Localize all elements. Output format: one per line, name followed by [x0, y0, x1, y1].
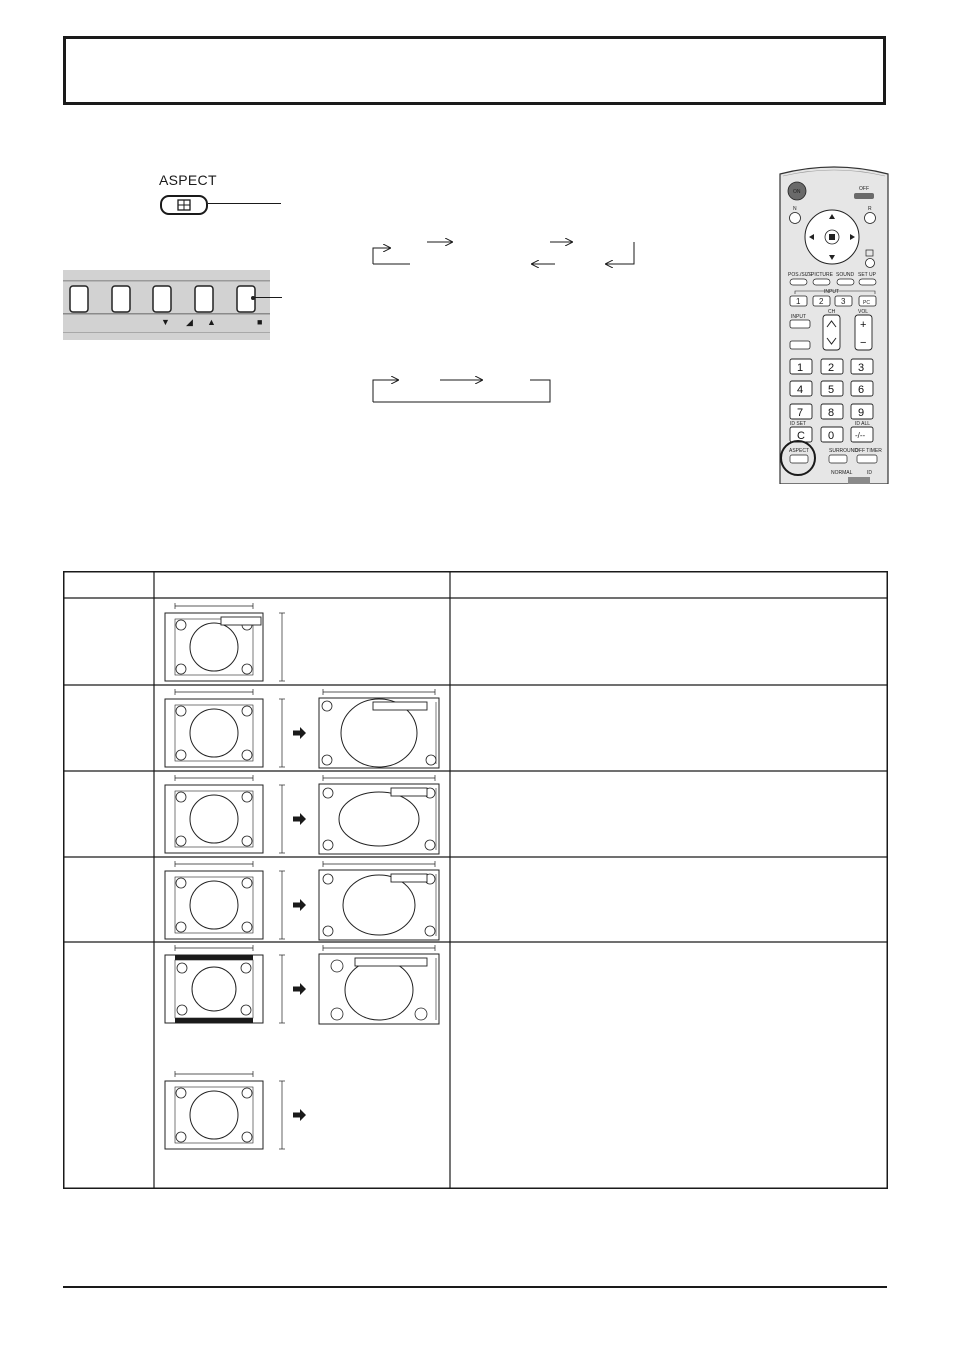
aspect-leader-line — [208, 203, 281, 204]
aspect-button[interactable] — [160, 195, 208, 215]
remote-key-0: 0 — [828, 430, 835, 442]
remote-key-5: 5 — [828, 384, 835, 396]
front-panel — [63, 270, 270, 340]
remote-control — [779, 166, 889, 484]
remote-key-7: 7 — [797, 407, 804, 419]
remote-sound-label: SOUND — [836, 272, 855, 278]
remote-input-2: 2 — [819, 297, 824, 306]
remote-key-9: 9 — [858, 407, 865, 419]
remote-vol-label: VOL — [858, 309, 869, 315]
remote-key-3: 3 — [858, 362, 865, 374]
panel-symbol-down: ▼ — [161, 317, 170, 327]
remote-input-pc: PC — [863, 300, 870, 306]
remote-id-set-label: ID SET — [790, 421, 807, 427]
footer-rule — [63, 1286, 887, 1288]
panel-symbol-up: ▲ — [207, 317, 216, 327]
remote-input-btn-label: INPUT — [791, 314, 806, 320]
remote-key-1: 1 — [797, 362, 804, 374]
remote-input-1: 1 — [796, 297, 801, 306]
remote-r-label: R — [868, 206, 872, 212]
cycle-diagram — [360, 230, 660, 410]
panel-symbol-enter: ■ — [257, 317, 263, 327]
aspect-icon — [177, 199, 191, 211]
remote-key-4: 4 — [797, 384, 804, 396]
remote-setup-label: SET UP — [858, 272, 876, 278]
svg-text:+: + — [860, 319, 867, 331]
remote-picture-label: PICTURE — [811, 272, 833, 278]
remote-input-group-label: INPUT — [824, 289, 839, 295]
title-box — [63, 36, 886, 105]
remote-key-8: 8 — [828, 407, 835, 419]
remote-off-label: OFF — [859, 186, 869, 192]
remote-surround-label: SURROUND — [829, 448, 858, 454]
remote-key-2: 2 — [828, 362, 835, 374]
remote-key-dash: -/-- — [855, 431, 866, 440]
remote-n-label: N — [793, 206, 797, 212]
remote-input-3: 3 — [841, 297, 846, 306]
aspect-table — [63, 571, 888, 1189]
remote-key-6: 6 — [858, 384, 865, 396]
remote-pos-size-label: POS./SIZE — [788, 272, 813, 278]
remote-aspect-label: ASPECT — [789, 448, 810, 454]
remote-ch-label: CH — [828, 309, 836, 315]
remote-id-label: ID — [867, 470, 872, 476]
aspect-label: ASPECT — [159, 172, 217, 188]
panel-leader-line — [255, 297, 282, 298]
remote-off-timer-label: OFF TIMER — [855, 448, 882, 454]
remote-id-all-label: ID ALL — [855, 421, 871, 427]
panel-symbol-vol: ◢ — [186, 317, 193, 327]
svg-text:−: − — [860, 337, 867, 349]
remote-normal-label: NORMAL — [831, 470, 853, 476]
remote-on-label: ON — [793, 189, 801, 195]
remote-key-c: C — [797, 430, 805, 442]
